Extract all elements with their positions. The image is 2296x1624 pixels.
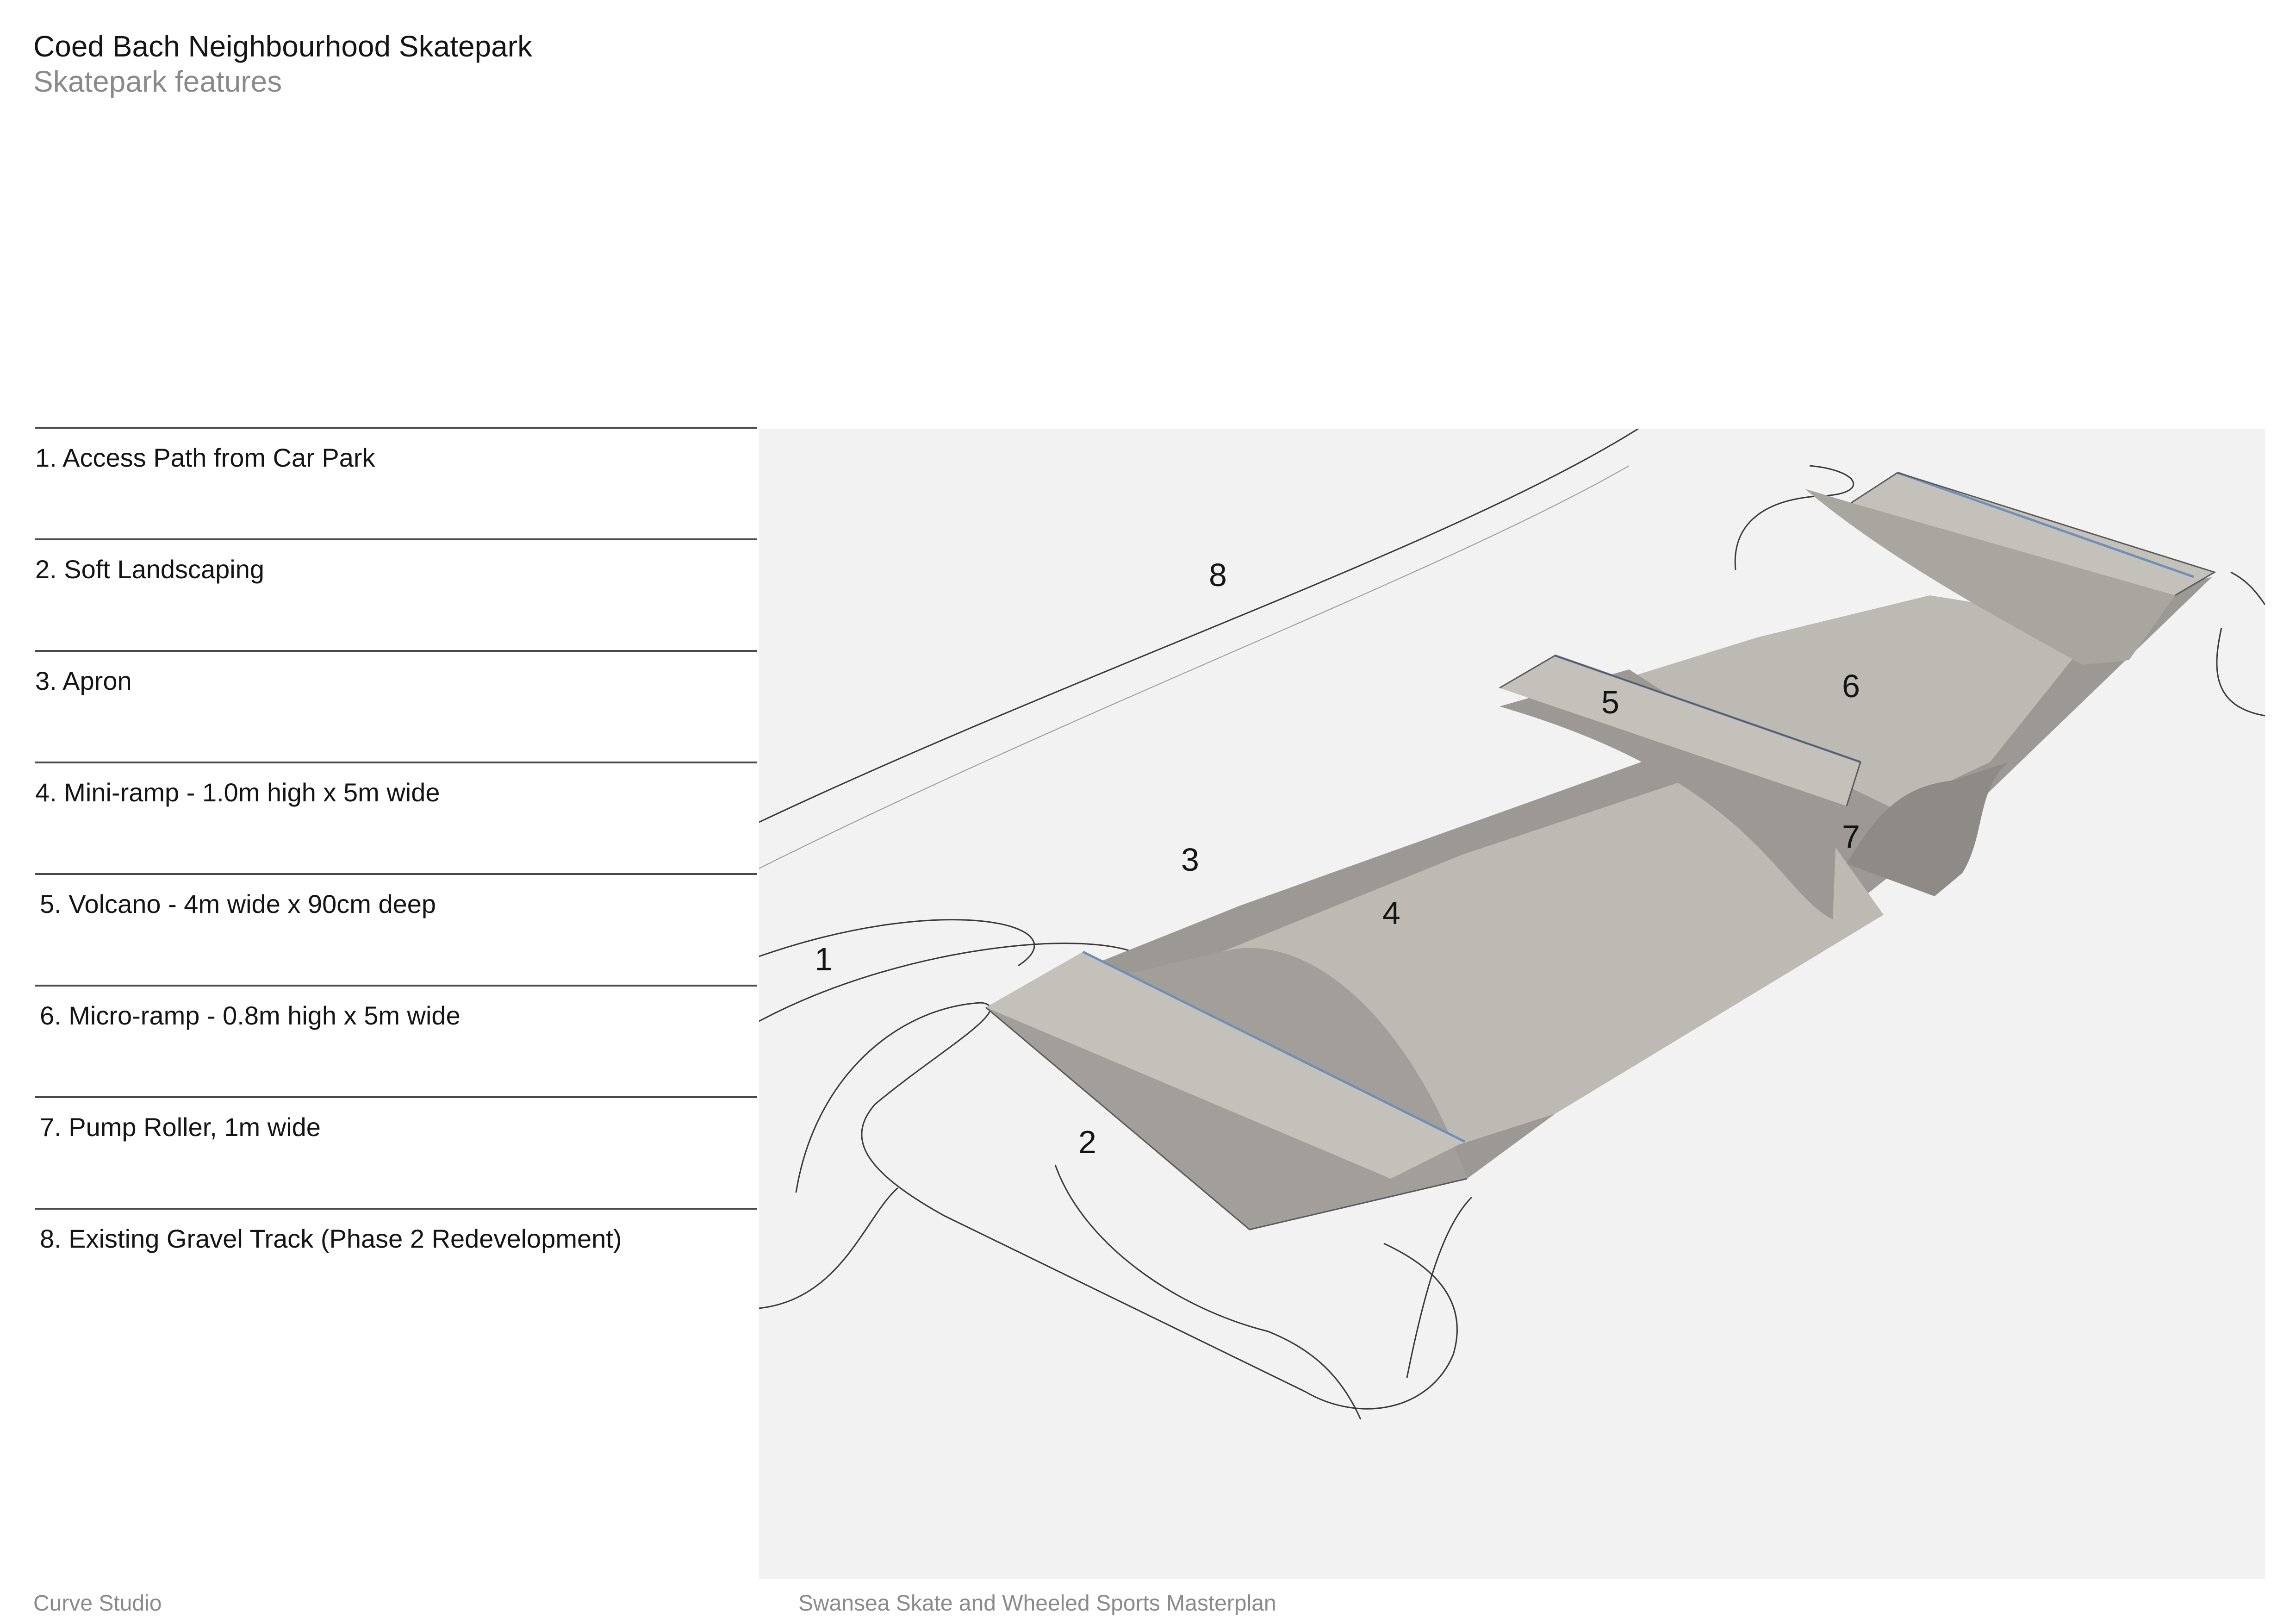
legend-item-apron: 3. Apron: [35, 666, 132, 695]
callout-3: 3: [1181, 842, 1199, 878]
callout-1: 1: [815, 941, 833, 977]
footer-project: Swansea Skate and Wheeled Sports Masterplan: [798, 1591, 1276, 1616]
legend-item-mini-ramp: 4. Mini-ramp - 1.0m high x 5m wide: [35, 778, 440, 807]
callout-5: 5: [1601, 684, 1619, 720]
legend-row: [35, 985, 757, 1096]
page-subtitle: Skatepark features: [33, 65, 282, 98]
legend-item-pump-roller: 7. Pump Roller, 1m wide: [40, 1112, 321, 1142]
callout-4: 4: [1382, 895, 1400, 931]
legend-row: [35, 427, 757, 538]
skatepark-drawing: [759, 429, 2265, 1579]
legend-item-access-path: 1. Access Path from Car Park: [35, 443, 375, 472]
skatepark-axonometric: [759, 429, 2265, 1579]
legend-item-micro-ramp: 6. Micro-ramp - 0.8m high x 5m wide: [40, 1001, 460, 1030]
legend-row: [35, 650, 757, 762]
legend-item-volcano: 5. Volcano - 4m wide x 90cm deep: [40, 889, 436, 918]
callout-8: 8: [1209, 557, 1227, 593]
legend-row: [35, 873, 757, 985]
legend-row: [35, 538, 757, 650]
callout-7: 7: [1842, 818, 1860, 855]
legend-item-soft-landscaping: 2. Soft Landscaping: [35, 555, 265, 584]
callout-6: 6: [1842, 668, 1860, 704]
legend-row: [35, 1208, 757, 1319]
legend-row: [35, 1096, 757, 1208]
feature-legend: [35, 427, 757, 1319]
legend-row: [35, 762, 757, 873]
callout-2: 2: [1078, 1124, 1096, 1160]
footer-studio: Curve Studio: [33, 1591, 162, 1616]
page-title: Coed Bach Neighbourhood Skatepark: [33, 30, 533, 63]
legend-item-gravel-track: 8. Existing Gravel Track (Phase 2 Redevelopment): [40, 1224, 622, 1253]
